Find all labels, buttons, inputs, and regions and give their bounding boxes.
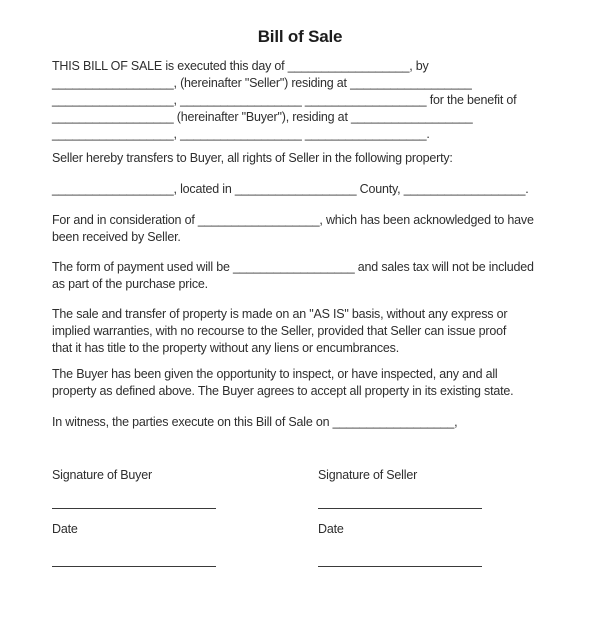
payment-clause [52, 259, 548, 293]
payment-clause-line-1: The form of payment used will be __________________ and sales tax will not be included [52, 260, 534, 274]
property-location-text: __________________, located in __________________ County, __________________. [52, 182, 529, 196]
seller-date-line [318, 566, 482, 567]
execution-clause [52, 58, 548, 143]
consideration-clause-line-2: been received by Seller. [52, 230, 181, 244]
as-is-clause-line-3: that it has title to the property without any liens or encumbrances. [52, 341, 400, 355]
seller-date-label: Date [318, 522, 344, 536]
as-is-clause-line-2: implied warranties, with no recourse to the Seller, provided that Seller can issue proof [52, 324, 507, 338]
seller-signature-label: Signature of Seller [318, 468, 418, 482]
consideration-clause [52, 212, 548, 246]
buyer-signature-block [52, 467, 318, 567]
execution-clause-line-3: __________________, __________________ __________________ for the benefit of [52, 93, 517, 107]
signature-section [52, 467, 548, 567]
buyer-date-line [52, 566, 216, 567]
execution-clause-line-2: __________________, (hereinafter "Seller") residing at __________________ [52, 76, 472, 90]
consideration-clause-line-1: For and in consideration of __________________, which has been acknowledged to have [52, 213, 534, 227]
as-is-clause [52, 306, 548, 357]
buyer-date-label: Date [52, 522, 78, 536]
inspection-clause [52, 366, 548, 400]
property-location-line [52, 181, 548, 198]
as-is-clause-line-1: The sale and transfer of property is made on an "AS IS" basis, without any express or [52, 307, 508, 321]
inspection-clause-line-2: property as defined above. The Buyer agrees to accept all property in its existing state. [52, 384, 514, 398]
seller-signature-block [318, 467, 584, 567]
payment-clause-line-2: as part of the purchase price. [52, 277, 208, 291]
execution-clause-line-1: THIS BILL OF SALE is executed this day of __________________, by [52, 59, 429, 73]
buyer-signature-line [52, 508, 216, 509]
seller-signature-line [318, 508, 482, 509]
transfer-clause [52, 150, 548, 167]
witness-clause [52, 414, 548, 431]
execution-clause-line-5: __________________, __________________ __________________. [52, 127, 430, 141]
transfer-clause-text: Seller hereby transfers to Buyer, all rights of Seller in the following property: [52, 151, 453, 165]
witness-clause-text: In witness, the parties execute on this Bill of Sale on __________________, [52, 415, 458, 429]
document-title: Bill of Sale [257, 27, 343, 46]
execution-clause-line-4: __________________ (hereinafter "Buyer"), residing at __________________ [52, 110, 473, 124]
inspection-clause-line-1: The Buyer has been given the opportunity to inspect, or have inspected, any and all [52, 367, 498, 381]
buyer-signature-label: Signature of Buyer [52, 468, 152, 482]
